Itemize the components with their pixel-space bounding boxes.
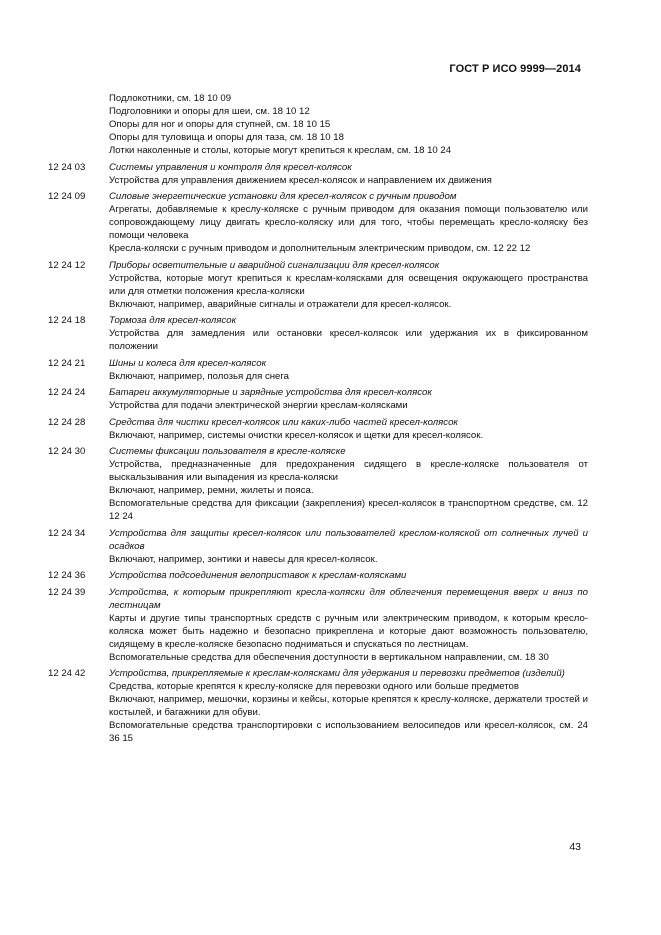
entry-body [109, 314, 588, 353]
entry-code: 12 24 21 [48, 357, 86, 369]
intro-line: Опоры для ног и опоры для ступней, см. 18 10 15 [109, 119, 331, 130]
classification-entry [48, 527, 588, 566]
classification-entry [48, 569, 588, 582]
entry-code: 12 24 18 [48, 315, 86, 326]
entry-code: 12 24 39 [48, 586, 86, 598]
entry-code: 12 24 36 [48, 570, 86, 581]
intro-line: Опоры для туловища и опоры для таза, см. 18 10 18 [109, 132, 344, 143]
entry-description: Включают, например, аварийные сигналы и отражатели для кресел-колясок. [109, 298, 452, 310]
entry-description: Кресла-коляски с ручным приводом и дополнительным электрическим приводом, см. 12 22 12 [109, 243, 531, 254]
document-header: ГОСТ Р ИСО 9999—2014 [449, 63, 581, 75]
entry-body [109, 667, 588, 745]
classification-entry [48, 161, 588, 187]
entry-title: Системы управления и контроля для кресел-колясок [109, 161, 352, 173]
classification-entry [48, 259, 588, 311]
entry-title: Шины и колеса для кресел-колясок [109, 357, 267, 369]
entry-code: 12 24 12 [48, 259, 86, 271]
entry-code: 12 24 24 [48, 387, 86, 398]
classification-entry [48, 190, 588, 255]
entry-title: Приборы осветительные и аварийной сигнализации для кресел-колясок [109, 259, 440, 271]
entry-title: Устройства, к которым прикрепляют кресла-коляски для облегчения перемещения вверх и вниз по лестницам [109, 586, 588, 611]
entry-code: 12 24 09 [48, 191, 86, 202]
entry-code: 12 24 42 [48, 668, 86, 679]
classification-entries [48, 161, 588, 746]
intro-line: Лотки наколенные и столы, которые могут крепиться к креслам, см. 18 10 24 [109, 145, 452, 156]
entry-description: Включают, например, мешочки, корзины и кейсы, которые крепятся к креслу-коляске, держатели тростей и костылей, и багажники для обуви. [109, 694, 588, 718]
entry-description: Устройства, предназначенные для предохранения сидящего в кресле-коляске пользователя от выскальзывания или выпадения из кресла-коляски [109, 459, 588, 483]
page-content [48, 92, 588, 745]
entry-description: Вспомогательные средства для фиксации (закрепления) кресел-колясок в транспортном средстве, см. 12 12 24 [109, 498, 588, 522]
entry-body [109, 259, 588, 311]
entry-description: Агрегаты, добавляемые к креслу-коляске с ручным приводом для оказания помощи пользователю или сопровождающему лицу двигать кресло-коляску или для того, чтобы перемещать кресло-коляску без помощи человека [109, 204, 588, 241]
classification-entry [48, 445, 588, 523]
entry-description: Вспомогательные средства для обеспечения доступности в вертикальном направлении, см. 18 30 [109, 651, 549, 663]
entry-description: Включают, например, ремни, жилеты и пояса. [109, 485, 314, 496]
entry-title: Тормоза для кресел-колясок [109, 315, 237, 326]
entry-code: 12 24 30 [48, 446, 86, 457]
classification-entry [48, 586, 588, 664]
entry-description: Устройства для управления движением кресел-колясок и направлением их движения [109, 174, 492, 186]
entry-description: Включают, например, системы очистки кресел-колясок и щетки для кресел-колясок. [109, 429, 484, 441]
entry-title: Устройства, прикрепляемые к креслам-колясками для удержания и перевозки предметов (изделий) [109, 668, 565, 679]
entry-body [109, 569, 588, 582]
classification-entry [48, 314, 588, 353]
entry-body [109, 190, 588, 255]
intro-list [48, 92, 588, 157]
entry-body [109, 357, 588, 383]
entry-title: Средства для чистки кресел-колясок или каких-либо частей кресел-колясок [109, 416, 458, 428]
entry-title: Батареи аккумуляторные и зарядные устройства для кресел-колясок [109, 387, 432, 398]
intro-line: Подголовники и опоры для шеи, см. 18 10 12 [109, 106, 310, 117]
entry-description: Устройства для замедления или остановки кресел-колясок или удержания их в фиксированном положении [109, 328, 588, 352]
entry-code: 12 24 34 [48, 527, 86, 539]
classification-entry [48, 667, 588, 745]
entry-description: Карты и другие типы транспортных средств с ручным или электрическим приводом, к которым кресло-коляска может быть надежно и безопасно прикреплена и которые дают возможность пользователю, сидящему в кресле-коляске безопасно подниматься и спускаться по лестницам. [109, 612, 588, 650]
entry-body [109, 586, 588, 664]
entry-body [109, 416, 588, 442]
intro-line: Подлокотники, см. 18 10 09 [109, 93, 232, 104]
entry-title: Устройства для защиты кресел-колясок или пользователей креслом-коляской от солнечных лучей и осадков [109, 527, 588, 552]
classification-entry [48, 357, 588, 383]
entry-body [109, 386, 588, 412]
entry-description: Устройства для подачи электрической энергии креслам-колясками [109, 400, 408, 411]
entry-body [109, 161, 588, 187]
entry-title: Устройства подсоединения велоприставок к креслам-колясками [109, 570, 407, 581]
classification-entry [48, 386, 588, 412]
page-number: 43 [569, 841, 581, 853]
entry-description: Включают, например, полозья для снега [109, 370, 290, 382]
entry-title: Силовые энергетические установки для кресел-колясок с ручным приводом [109, 191, 457, 202]
entry-title: Системы фиксации пользователя в кресле-коляске [109, 446, 346, 457]
entry-description: Включают, например, зонтики и навесы для кресел-колясок. [109, 553, 378, 565]
entry-description: Средства, которые крепятся к креслу-коляске для перевозки одного или больше предметов [109, 681, 519, 692]
entry-body [109, 527, 588, 566]
entry-description: Вспомогательные средства транспортировки с использованием велосипедов или кресел-колясок, см. 24 36 15 [109, 720, 588, 744]
classification-entry [48, 416, 588, 442]
entry-code: 12 24 03 [48, 161, 86, 173]
entry-description: Устройства, которые могут крепиться к креслам-колясками для освещения окружающего пространства или для отметки положения кресла-коляски [109, 272, 588, 297]
entry-body [109, 445, 588, 523]
entry-code: 12 24 28 [48, 416, 86, 428]
